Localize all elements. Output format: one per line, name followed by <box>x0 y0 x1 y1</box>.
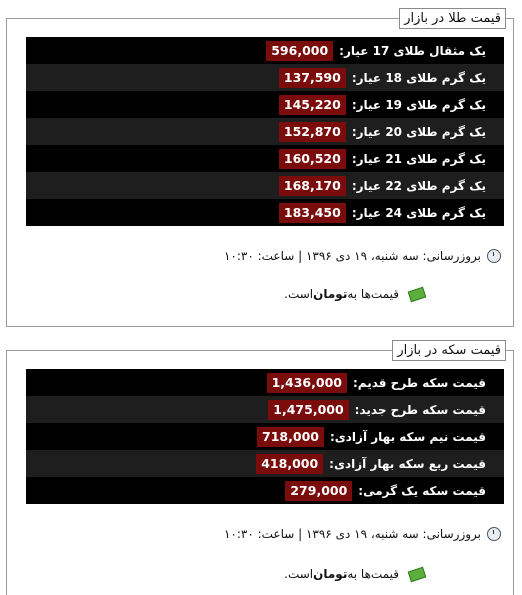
price-badge: 718,000 <box>257 427 324 447</box>
price-badge: 596,000 <box>266 41 333 61</box>
price-badge: 1,475,000 <box>268 400 348 420</box>
price-badge: 279,000 <box>285 481 352 501</box>
row-label: یک گرم طلای 24 عیار: <box>351 205 486 220</box>
unit-suffix: است. <box>284 567 314 581</box>
table-row <box>26 37 504 64</box>
unit-prefix: قیمت‌ها به <box>347 567 399 581</box>
row-label: یک مثقال طلای 17 عیار: <box>339 43 486 58</box>
price-badge: 137,590 <box>279 68 346 88</box>
clock-icon <box>487 249 501 263</box>
table-row <box>26 477 504 504</box>
update-text: بروزرسانی: سه شنبه، ۱۹ دی ۱۳۹۶ | ساعت: ۱۰:۳۰ <box>223 249 481 263</box>
price-badge: 418,000 <box>256 454 323 474</box>
table-row <box>26 423 504 450</box>
table-row <box>26 396 504 423</box>
price-badge: 152,870 <box>279 122 346 142</box>
table-row <box>26 91 504 118</box>
row-label: قیمت سکه طرح جدید: <box>354 402 486 417</box>
price-badge: 1,436,000 <box>267 373 347 393</box>
update-info <box>224 249 501 263</box>
update-info <box>224 527 501 541</box>
table-row <box>26 172 504 199</box>
gold-price-box <box>6 11 514 327</box>
price-badge: 160,520 <box>279 149 346 169</box>
table-row <box>26 369 504 396</box>
gold-price-table <box>26 37 504 226</box>
row-label: یک گرم طلای 19 عیار: <box>351 97 486 112</box>
money-icon <box>408 566 427 581</box>
gold-box-title: قیمت طلا در بازار <box>399 8 506 29</box>
clock-icon <box>487 527 501 541</box>
coin-box-title: قیمت سکه در بازار <box>392 340 506 361</box>
money-icon <box>408 286 427 301</box>
coin-price-table <box>26 369 504 504</box>
row-label: یک گرم طلای 22 عیار: <box>351 178 486 193</box>
unit-suffix: است. <box>284 287 314 301</box>
row-label: قیمت سکه یک گرمی: <box>358 483 486 498</box>
price-badge: 145,220 <box>279 95 346 115</box>
table-row <box>26 64 504 91</box>
row-label: یک گرم طلای 20 عیار: <box>351 124 486 139</box>
currency-note <box>284 567 425 581</box>
price-badge: 168,170 <box>279 176 346 196</box>
coin-price-box <box>6 343 514 595</box>
row-label: قیمت سکه طرح قدیم: <box>352 375 486 390</box>
unit-word: تومان <box>313 287 348 301</box>
unit-prefix: قیمت‌ها به <box>347 287 399 301</box>
unit-word: تومان <box>313 567 348 581</box>
table-row <box>26 199 504 226</box>
table-row <box>26 145 504 172</box>
table-row <box>26 450 504 477</box>
table-row <box>26 118 504 145</box>
price-badge: 183,450 <box>279 203 346 223</box>
row-label: قیمت ربع سکه بهار آزادی: <box>329 456 486 471</box>
row-label: یک گرم طلای 18 عیار: <box>351 70 486 85</box>
row-label: یک گرم طلای 21 عیار: <box>351 151 486 166</box>
currency-note <box>284 287 425 301</box>
update-text: بروزرسانی: سه شنبه، ۱۹ دی ۱۳۹۶ | ساعت: ۱۰:۳۰ <box>223 527 481 541</box>
row-label: قیمت نیم سکه بهار آزادی: <box>329 429 486 444</box>
